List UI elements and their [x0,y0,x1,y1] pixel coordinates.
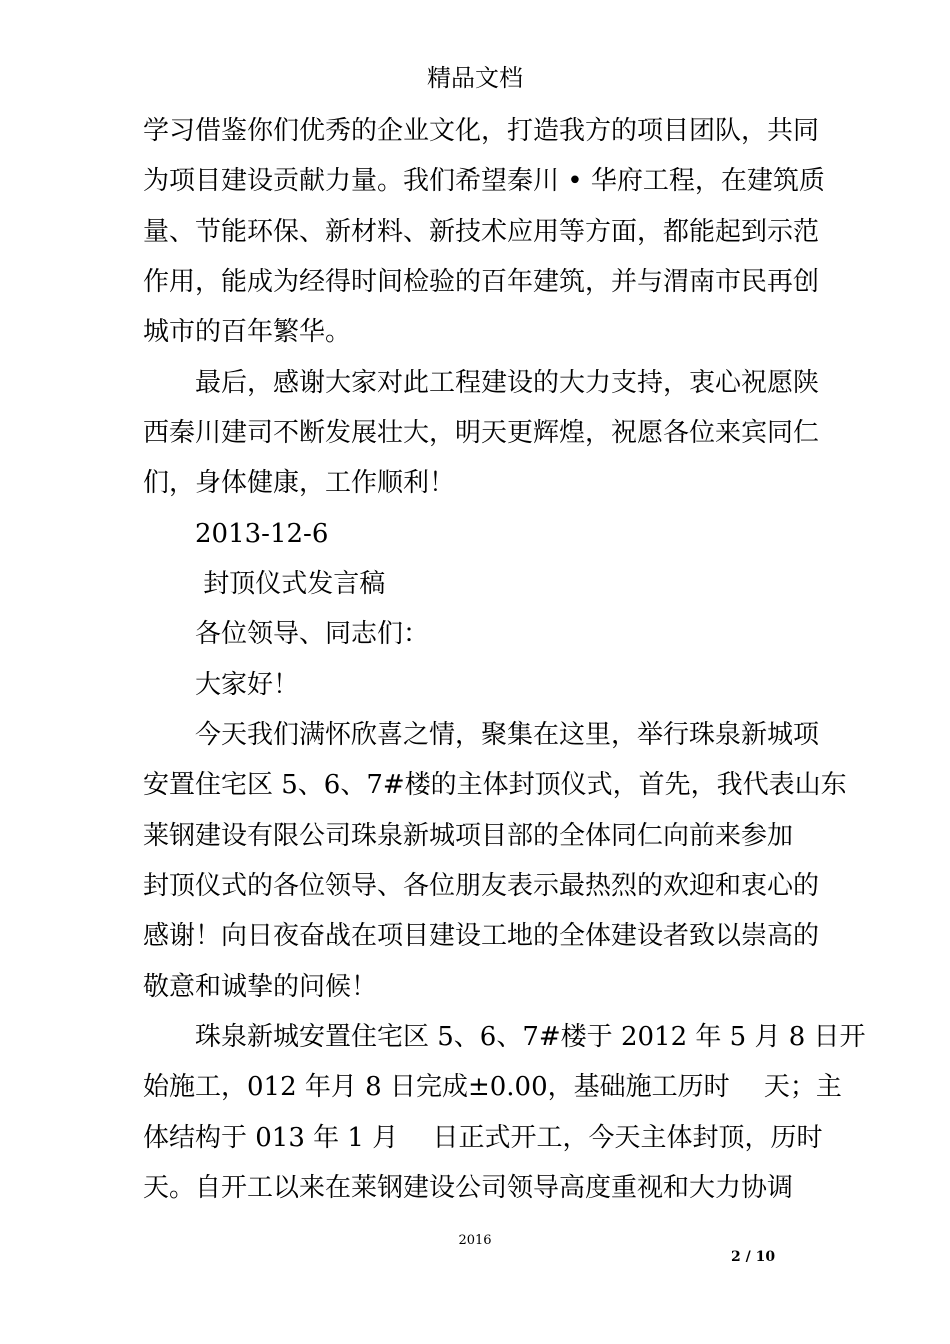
text-line: 天。自开工以来在莱钢建设公司领导高度重视和大力协调 [143,1173,794,1203]
date-line: 2013-12-6 [143,519,329,549]
page-number: 2 / 10 [731,1249,776,1265]
text-line: 城市的百年繁华。 [143,317,352,347]
text-line: 最后，感谢大家对此工程建设的大力支持，衷心祝愿陕 [143,368,820,398]
text-line: 为项目建设贡献力量。我们希望秦川 • 华府工程，在建筑质 [143,166,825,196]
text-line: 始施工，012 年月 8 日完成±0.00，基础施工历时 天；主 [143,1072,842,1102]
text-line: 今天我们满怀欣喜之情，聚集在这里，举行珠泉新城项 [143,720,820,750]
text-line: 学习借鉴你们优秀的企业文化，打造我方的项目团队，共同 [143,116,820,146]
text-line: 安置住宅区 5、6、7#楼的主体封顶仪式，首先，我代表山东 [143,770,847,800]
text-line: 量、节能环保、新材料、新技术应用等方面，都能起到示范 [143,217,820,247]
greeting: 大家好！ [143,670,300,700]
text-line: 封顶仪式的各位领导、各位朋友表示最热烈的欢迎和衷心的 [143,871,820,901]
text-line: 西秦川建司不断发展壮大，明天更辉煌，祝愿各位来宾同仁 [143,418,820,448]
text-line: 珠泉新城安置住宅区 5、6、7#楼于 2012 年 5 月 8 日开 [143,1022,866,1052]
section-title: 封顶仪式发言稿 [143,569,386,599]
text-line: 敬意和诚挚的问候！ [143,972,378,1002]
text-line: 体结构于 013 年 1 月 日正式开工，今天主体封顶，历时 [143,1123,823,1153]
salutation: 各位领导、同志们： [143,619,430,649]
page-header: 精品文档 [427,64,523,92]
text-line: 莱钢建设有限公司珠泉新城项目部的全体同仁向前来参加 [143,821,794,851]
footer-year: 2016 [458,1233,492,1248]
text-line: 们，身体健康，工作顺利！ [143,468,456,498]
text-line: 感谢！向日夜奋战在项目建设工地的全体建设者致以崇高的 [143,921,820,951]
text-line: 作用，能成为经得时间检验的百年建筑，并与渭南市民再创 [143,267,820,297]
